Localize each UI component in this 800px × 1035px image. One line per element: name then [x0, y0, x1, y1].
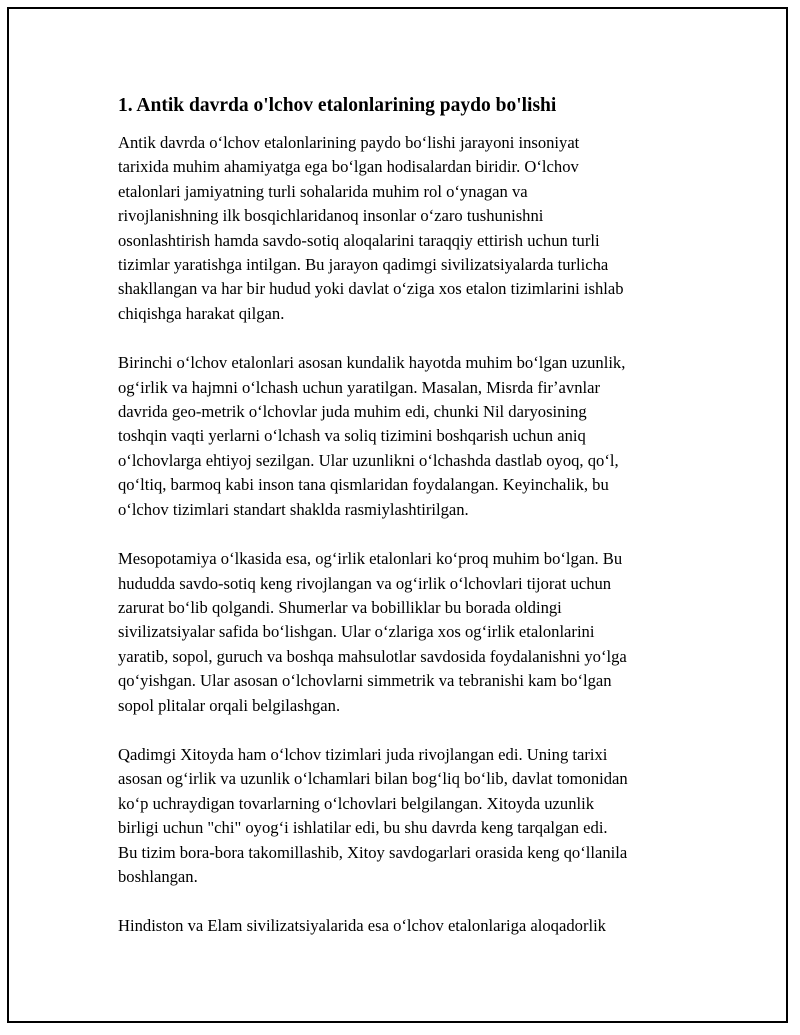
text-line: shakllangan va har bir hudud yoki davlat oʻziga xos etalon tizimlarini ishlab: [118, 279, 624, 299]
text-line: Bu tizim bora-bora takomillashib, Xitoy savdogarlari orasida keng qoʻllanila: [118, 842, 628, 862]
text-line: Qadimgi Xitoyda ham oʻlchov tizimlari juda rivojlangan edi. Uning tarixi: [118, 744, 608, 764]
text-line: Birinchi oʻlchov etalonlari asosan kundalik hayotda muhim boʻlgan uzunlik,: [118, 353, 626, 373]
text-line: sopol plitalar orqali belgilashgan.: [118, 695, 341, 715]
text-line: boshlangan.: [118, 866, 198, 886]
paragraph-4: [118, 743, 698, 889]
paragraph-5: [118, 914, 698, 938]
text-line: Hindiston va Elam sivilizatsiyalarida esa oʻlchov etalonlariga aloqadorlik: [118, 916, 606, 936]
text-line: tizimlar yaratishga intilgan. Bu jarayon qadimgi sivilizatsiyalarda turlicha: [118, 255, 609, 275]
text-line: rivojlanishning ilk bosqichlaridanoq insonlar oʻzaro tushunishni: [118, 206, 544, 226]
text-line: Antik davrda oʻlchov etalonlarining paydo boʻlishi jarayoni insoniyat: [118, 133, 580, 152]
text-line: koʻp uchraydigan tovarlarning oʻlchovlari belgilangan. Xitoyda uzunlik: [118, 793, 595, 813]
section-heading: 1. Antik davrda o'lchov etalonlarining paydo bo'lishi: [118, 95, 557, 116]
paragraph-1: [118, 131, 698, 326]
text-line: ogʻirlik va hajmni oʻlchash uchun yaratilgan. Masalan, Misrda firʼavnlar: [118, 377, 600, 397]
text-line: tarixida muhim ahamiyatga ega boʻlgan hodisalardan biridir. Oʻlchov: [118, 157, 579, 177]
text-line: osonlashtirish hamda savdo-sotiq aloqalarini taraqqiy ettirish uchun turli: [118, 230, 600, 250]
text-line: oʻlchov tizimlari standart shaklda rasmiylashtirilgan.: [118, 499, 469, 519]
text-line: asosan ogʻirlik va uzunlik oʻlchamlari bilan bogʻliq boʻlib, davlat tomonidan: [118, 769, 628, 789]
paragraph-3: [118, 547, 698, 718]
text-line: davrida geo-metrik oʻlchovlar juda muhim edi, chunki Nil daryosining: [118, 402, 587, 422]
paragraph-2: [118, 351, 698, 522]
text-line: toshqin vaqti yerlarni oʻlchash va soliq tizimini boshqarish uchun aniq: [118, 426, 586, 446]
text-line: qoʻyishgan. Ular asosan oʻlchovlarni simmetrik va tebranishi kam boʻlgan: [118, 671, 612, 691]
text-line: qoʻltiq, barmoq kabi inson tana qismlaridan foydalangan. Keyinchalik, bu: [118, 475, 609, 495]
text-line: yaratib, sopol, guruch va boshqa mahsulotlar savdosida foydalanishni yoʻlga: [118, 646, 627, 666]
text-line: zarurat boʻlib qolgandi. Shumerlar va bobilliklar bu borada oldingi: [118, 597, 562, 617]
text-line: chiqishga harakat qilgan.: [118, 303, 285, 323]
document-body: [118, 93, 698, 964]
text-line: etalonlari jamiyatning turli sohalarida muhim rol oʻynagan va: [118, 181, 528, 201]
text-line: sivilizatsiyalar safida boʻlishgan. Ular oʻzlariga xos ogʻirlik etalonlarini: [118, 622, 595, 642]
text-line: oʻlchovlarga ehtiyoj sezilgan. Ular uzunlikni oʻlchashda dastlab oyoq, qoʻl,: [118, 450, 619, 470]
text-line: birligi uchun "chi" oyogʻi ishlatilar edi, bu shu davrda keng tarqalgan edi.: [118, 818, 608, 838]
text-line: hududda savdo-sotiq keng rivojlangan va ogʻirlik oʻlchovlari tijorat uchun: [118, 573, 612, 593]
text-line: Mesopotamiya oʻlkasida esa, ogʻirlik etalonlari koʻproq muhim boʻlgan. Bu: [118, 549, 623, 569]
